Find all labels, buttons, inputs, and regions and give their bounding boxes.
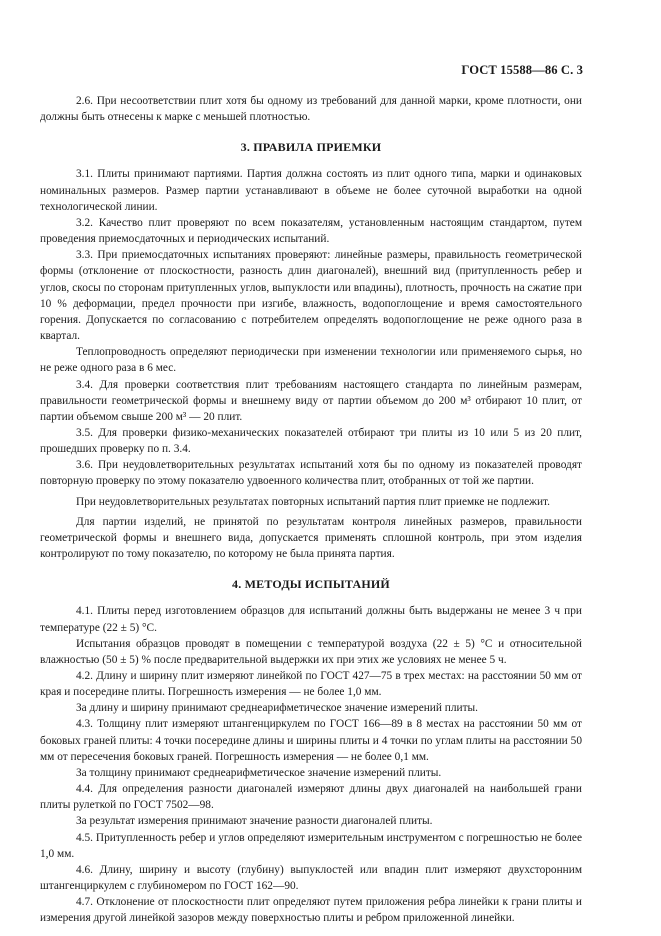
paragraph-4-1: 4.1. Плиты перед изготовлением образцов для испытаний должны быть выдержаны не менее 3 ч при температуре (22 ± 5) °С. [40, 605, 582, 634]
paragraph-2-6: 2.6. При несоответствии плит хотя бы одному из требований для данной марки, кроме плотности, они должны быть отнесены к марке с меньшей плотностью. [40, 95, 582, 124]
section-title-4: 4. МЕТОДЫ ИСПЫТАНИЙ [232, 577, 390, 592]
paragraph-3-1: 3.1. Плиты принимают партиями. Партия должна состоять из плит одного типа, марки и одинаковых номинальных размеров. Размер партии устанавливают в объеме не более суточной выработки на одной технологической линии. [40, 168, 582, 213]
paragraph-3-6-repeat: При неудовлетворительных результатах повторных испытаний партия плит приемке не подлежит. [76, 495, 550, 508]
paragraph-3-4: 3.4. Для проверки соответствия плит требованиям настоящего стандарта по линейным размерам, правильности геометрической формы и внешнему виду от партии объемом до 200 м³ отбирают 10 плит, от партии объемом свыше 200 м³ — 20 плит. [40, 378, 582, 423]
paragraph-4-1-continued: Испытания образцов проводят в помещении с температурой воздуха (22 ± 5) °С и относительной влажностью (50 ± 5) % после предварительной выдержки их при этих же условиях не менее 5 ч. [40, 637, 582, 666]
paragraph-3-6: 3.6. При неудовлетворительных результатах испытаний хотя бы по одному из показателей проводят повторную проверку по этому показателю удвоенного количества плит, отобранных от той же партии. [40, 459, 582, 488]
paragraph-3-3: 3.3. При приемосдаточных испытаниях проверяют: линейные размеры, правильность геометрической формы (отклонение от плоскостности, разность длин диагоналей), внешний вид (притупленность ребер и углов, скосы по сторонам притупленных углов, выпуклости или впадины), плотность, прочность на сжатие при 10 % деформации, предел прочности при изгибе, влажность, водопоглощение и время самостоятельного горения. Допускается по согласованию с потребителем определять водопоглощение не реже одного раза в квартал. [40, 249, 582, 343]
paragraph-4-4: 4.4. Для определения разности диагоналей измеряют длины двух диагоналей на наибольшей грани плиты рулеткой по ГОСТ 7502—98. [40, 783, 582, 812]
paragraph-4-6: 4.6. Длину, ширину и высоту (глубину) выпуклостей или впадин плит измеряют двухсторонним штангенциркулем с глубиномером по ГОСТ 162—90. [40, 863, 582, 893]
paragraph-3-6-continuous-control: Для партии изделий, не принятой по результатам контроля линейных размеров, правильности геометрической формы и внешнего вида, допускается применять сплошной контроль, при этом изделия контролируют по тому показателю, по которому не была принята партия. [40, 515, 582, 561]
document-body [40, 93, 582, 927]
paragraph-3-2: 3.2. Качество плит проверяют по всем показателям, установленным настоящим стандартом, путем проведения приемосдаточных и периодических испытаний. [40, 216, 582, 246]
paragraph-4-4-continued: За результат измерения принимают значение разности диагоналей плиты. [76, 815, 433, 828]
paragraph-4-2: 4.2. Длину и ширину плит измеряют линейкой по ГОСТ 427—75 в трех местах: на расстоянии 50 мм от края и посередине плиты. Погрешность измерения — не более 1,0 мм. [40, 670, 582, 699]
page-header: ГОСТ 15588—86 С. 3 [461, 63, 583, 77]
paragraph-4-2-continued: За длину и ширину принимают среднеарифметическое значение измерений плиты. [76, 702, 478, 715]
paragraph-4-3: 4.3. Толщину плит измеряют штангенциркулем по ГОСТ 166—89 в 8 местах на расстоянии 50 мм от боковых граней плиты: 4 точки посередине длины и ширины плиты и 4 точки по углам плиты на расстоянии 50 мм от пересечения боковых граней. Погрешность измерения — не более 0,1 мм. [40, 718, 582, 763]
paragraph-4-5: 4.5. Притупленность ребер и углов определяют измерительным инструментом с погрешностью не более 1,0 мм. [40, 831, 582, 860]
paragraph-4-7: 4.7. Отклонение от плоскостности плит определяют путем приложения ребра линейки к грани плиты и измерения другой линейкой зазоров между поверхностью плиты и ребром приложенной линейки. [40, 896, 582, 925]
paragraph-3-3-continued: Теплопроводность определяют периодически при изменении технологии или применяемого сырья, но не реже одного раза в 6 мес. [40, 346, 582, 375]
paragraph-3-5: 3.5. Для проверки физико-механических показателей отбирают три плиты из 10 или 5 из 20 плит, прошедших проверку по п. 3.4. [40, 426, 582, 456]
paragraph-4-3-continued: За толщину принимают среднеарифметическое значение измерений плиты. [76, 766, 442, 779]
section-title-3: 3. ПРАВИЛА ПРИЕМКИ [240, 140, 382, 155]
